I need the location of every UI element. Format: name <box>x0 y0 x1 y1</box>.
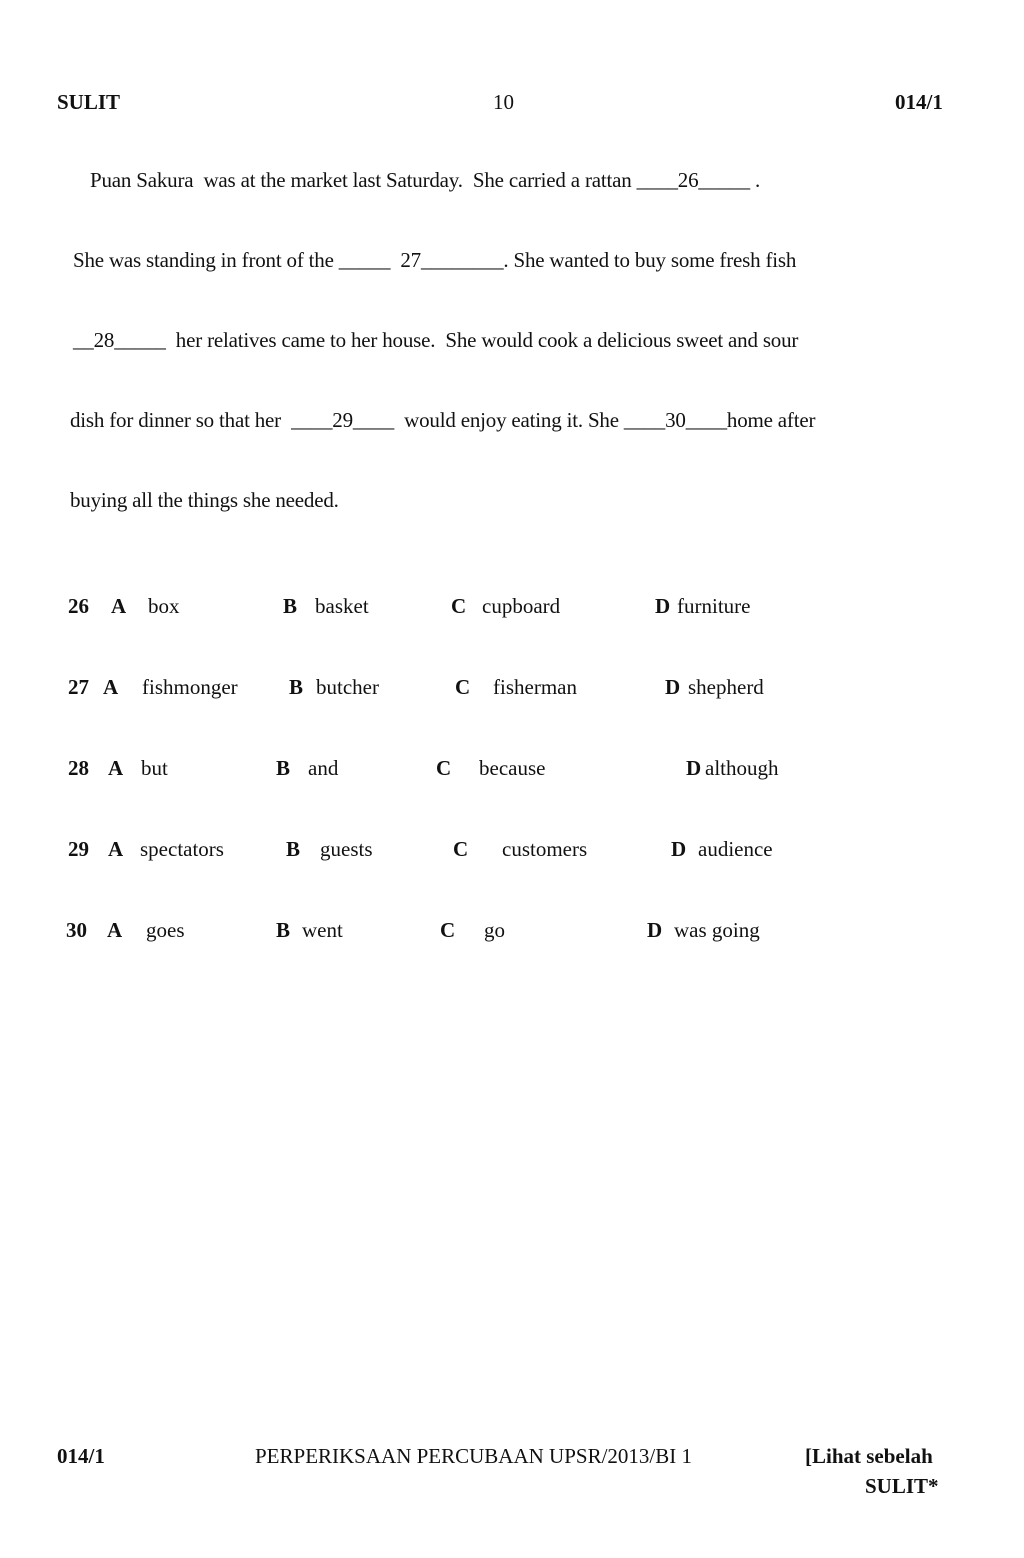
passage-line-5: buying all the things she needed. <box>70 488 339 512</box>
page-number: 10 <box>493 90 514 114</box>
footer-exam-title: PERPERIKSAAN PERCUBAAN UPSR/2013/BI 1 <box>255 1444 693 1468</box>
option-letter-c: C <box>440 918 456 942</box>
option-letter-c: C <box>436 756 452 780</box>
option-letter-b: B <box>283 594 298 618</box>
option-d[interactable]: audience <box>698 837 773 861</box>
footer-paper-code: 014/1 <box>57 1444 105 1468</box>
passage-line-4: dish for dinner so that her ____29____ would enjoy eating it. She ____30____home after <box>70 408 816 432</box>
option-letter-d: D <box>665 675 681 699</box>
option-c[interactable]: because <box>479 756 546 780</box>
option-letter-d: D <box>686 756 702 780</box>
option-letter-a: A <box>103 675 119 699</box>
option-d[interactable]: although <box>705 756 779 780</box>
option-a[interactable]: but <box>141 756 168 780</box>
option-letter-b: B <box>276 918 291 942</box>
footer-classification: SULIT* <box>865 1474 939 1498</box>
question-number: 30 <box>66 918 87 942</box>
question-number: 28 <box>68 756 89 780</box>
option-b[interactable]: butcher <box>316 675 379 699</box>
footer-turn-over: [Lihat sebelah <box>805 1444 933 1468</box>
option-letter-b: B <box>286 837 301 861</box>
option-a[interactable]: box <box>148 594 180 618</box>
option-letter-c: C <box>451 594 467 618</box>
option-a[interactable]: fishmonger <box>142 675 238 699</box>
option-letter-c: C <box>453 837 469 861</box>
option-c[interactable]: fisherman <box>493 675 577 699</box>
option-letter-a: A <box>108 837 124 861</box>
question-number: 26 <box>68 594 89 618</box>
option-letter-d: D <box>655 594 671 618</box>
option-letter-b: B <box>276 756 291 780</box>
option-b[interactable]: went <box>302 918 343 942</box>
option-letter-a: A <box>108 756 124 780</box>
option-a[interactable]: goes <box>146 918 185 942</box>
option-d[interactable]: furniture <box>677 594 751 618</box>
option-c[interactable]: go <box>484 918 505 942</box>
option-a[interactable]: spectators <box>140 837 224 861</box>
passage-line-2: She was standing in front of the _____ 27________. She wanted to buy some fresh fish <box>73 248 797 272</box>
option-b[interactable]: and <box>308 756 339 780</box>
option-b[interactable]: basket <box>315 594 369 618</box>
option-letter-a: A <box>111 594 127 618</box>
option-letter-c: C <box>455 675 471 699</box>
option-c[interactable]: customers <box>502 837 588 861</box>
header-classification: SULIT <box>57 90 121 114</box>
option-b[interactable]: guests <box>320 837 373 861</box>
question-number: 27 <box>68 675 89 699</box>
option-c[interactable]: cupboard <box>482 594 561 618</box>
passage-line-3: __28_____ her relatives came to her house. She would cook a delicious sweet and sour <box>73 328 799 352</box>
option-letter-d: D <box>671 837 687 861</box>
option-letter-b: B <box>289 675 304 699</box>
option-letter-a: A <box>107 918 123 942</box>
option-letter-d: D <box>647 918 663 942</box>
passage-line-1: Puan Sakura was at the market last Saturday. She carried a rattan ____26_____ . <box>90 168 760 192</box>
question-number: 29 <box>68 837 89 861</box>
option-d[interactable]: was going <box>674 918 760 942</box>
header-paper-code: 014/1 <box>895 90 943 114</box>
option-d[interactable]: shepherd <box>688 675 764 699</box>
